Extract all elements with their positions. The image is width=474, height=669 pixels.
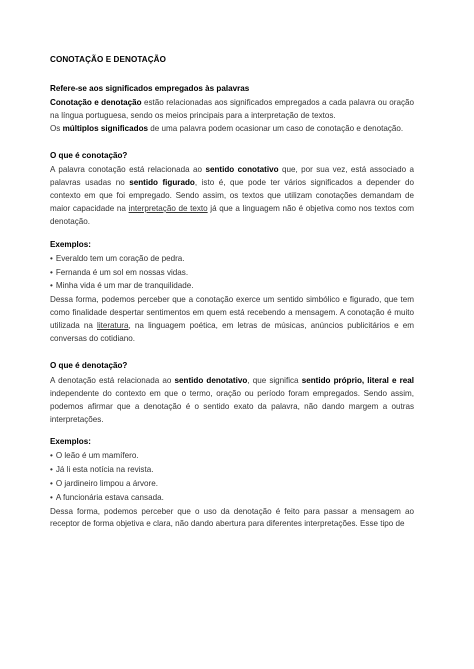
bullet-icon: • [50, 253, 53, 263]
denotacao-paragraph-1 [50, 375, 414, 427]
conotacao-p2-text-a: Dessa forma, podemos perceber que a conotação exerce um sentido simbólico e figurado, que tem como finalidade despertar sentimentos em quem está recebendo a mensagem. A conotação é muito utilizada na [50, 295, 414, 331]
example-text: Minha vida é um mar de tranquilidade. [55, 281, 194, 291]
conotacao-examples-label: Exemplos: [50, 239, 91, 249]
conotacao-p1-text-b: que, por sua vez, está associado a palavras usadas no [50, 165, 414, 188]
denotacao-p1-text-a: A denotação está relacionada ao [50, 375, 175, 385]
document-title: CONOTAÇÃO E DENOTAÇÃO [50, 55, 167, 64]
intro-paragraph-1 [50, 97, 414, 123]
conotacao-paragraph-1 [50, 164, 414, 229]
conotacao-examples-list [50, 253, 414, 294]
conotacao-heading: O que é conotação? [50, 150, 128, 160]
example-text: Everaldo tem um coração de pedra. [55, 253, 185, 263]
intro-paragraph-2 [50, 123, 414, 136]
example-text: O leão é um mamífero. [55, 451, 139, 461]
bullet-icon: • [50, 451, 53, 461]
conotacao-p1-text-a: A palavra conotação está relacionada ao [50, 165, 206, 175]
bullet-icon: • [50, 465, 53, 475]
example-text: O jardineiro limpou a árvore. [55, 478, 158, 488]
example-text: Fernanda é um sol em nossas vidas. [55, 267, 189, 277]
bullet-icon: • [50, 478, 53, 488]
interpretacao-texto-link[interactable]: interpretação de texto [128, 204, 208, 214]
example-text: A funcionária estava cansada. [55, 492, 164, 502]
conotacao-p1-bold-2: sentido figurado [129, 178, 195, 188]
denotacao-p1-bold-1: sentido denotativo [174, 375, 248, 385]
list-item [50, 280, 414, 293]
bullet-icon: • [50, 281, 53, 291]
conotacao-p1-text-d: já que a linguagem não é objetiva como nos textos com denotação. [50, 204, 414, 227]
intro-heading: Refere-se aos significados empregados às palavras [50, 83, 250, 93]
list-item [50, 450, 414, 463]
list-item [50, 267, 414, 280]
list-item [50, 253, 414, 266]
intro-p1-text: estão relacionadas aos significados empregados a cada palavra ou oração na língua portuguesa, sendo os meios principais para a interpretação de textos. [50, 97, 414, 120]
denotacao-p1-text-c: independente do contexto em que o termo, oração ou período foram empregados. Sendo assim, podemos afirmar que a denotação é o sentido exato da palavra, não dando margem a outras interpretações. [50, 388, 414, 424]
literatura-link[interactable]: literatura [97, 321, 129, 331]
conotacao-p1-text-c: , isto é, que pode ter vários significados a depender do contexto em que foi empregado. Sendo assim, os textos que utilizam conotações demandam de maior capacidade na [50, 178, 414, 214]
conotacao-p2-text-b: , na linguagem poética, em letras de músicas, anúncios publicitários e em conversas do cotidiano. [50, 321, 414, 343]
list-item [50, 464, 414, 477]
denotacao-heading: O que é denotação? [50, 360, 128, 370]
denotacao-p1-bold-2: sentido próprio, literal e real [301, 375, 415, 385]
intro-p2-start: Os [50, 123, 63, 133]
intro-bold-term: Conotação e denotação [50, 97, 142, 107]
conotacao-paragraph-2 [50, 294, 414, 346]
intro-p2-text: de uma palavra podem ocasionar um caso de conotação e denotação. [148, 123, 404, 133]
denotacao-paragraph-2: Dessa forma, podemos perceber que o uso da denotação é feito para passar a mensagem ao receptor de forma objetiva e clara, não dando abertura para diferentes interpretações. Esse tipo de [50, 506, 414, 529]
conotacao-p1-bold-1: sentido conotativo [205, 165, 279, 175]
list-item [50, 478, 414, 491]
example-text: Já li esta notícia na revista. [55, 465, 154, 475]
denotacao-examples-label: Exemplos: [50, 437, 91, 447]
intro-p2-bold: múltiplos significados [62, 123, 149, 133]
denotacao-p1-text-b: , que significa [247, 375, 302, 385]
denotacao-examples-list [50, 450, 414, 504]
list-item [50, 492, 414, 505]
bullet-icon: • [50, 492, 53, 502]
bullet-icon: • [50, 267, 53, 277]
